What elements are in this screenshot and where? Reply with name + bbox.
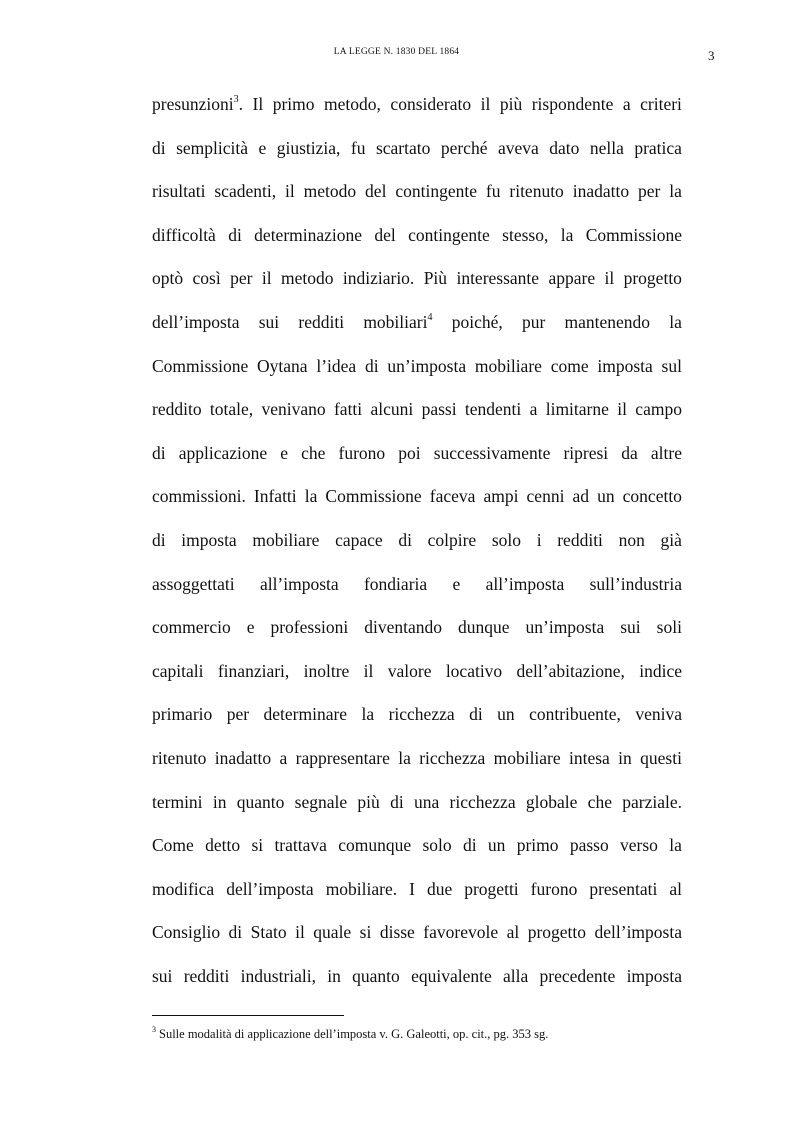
word: di xyxy=(152,529,166,550)
word: inoltre xyxy=(303,660,350,681)
word: colpire xyxy=(427,529,477,550)
word: e xyxy=(258,137,267,158)
word: non xyxy=(618,529,645,550)
word: a xyxy=(622,94,631,114)
word: imposta xyxy=(626,965,682,986)
word: furono xyxy=(530,878,578,899)
word: Commissione xyxy=(152,355,249,376)
word: reddito xyxy=(152,399,202,420)
word: il xyxy=(617,399,627,420)
word: che xyxy=(301,442,326,463)
word: determinare xyxy=(263,704,348,725)
word: a xyxy=(279,747,288,768)
word: di xyxy=(462,835,477,856)
word: disse xyxy=(379,922,415,943)
text-line xyxy=(152,483,682,527)
word: fondiaria xyxy=(363,573,428,594)
word: dell’imposta xyxy=(594,922,682,943)
word: in xyxy=(327,965,341,986)
word: alcuni xyxy=(370,399,414,420)
word: redditi xyxy=(298,311,345,332)
word: dell’abitazione, xyxy=(516,660,625,681)
word: tendenti xyxy=(464,399,522,420)
word: veniva xyxy=(635,704,682,725)
word: redditi xyxy=(183,965,230,986)
text-line xyxy=(152,963,682,1007)
word: di xyxy=(390,791,404,812)
word: di xyxy=(228,922,243,943)
word: dell’imposta xyxy=(152,311,240,332)
word: la xyxy=(669,311,682,332)
word: industriali, xyxy=(240,965,316,986)
word: applicazione xyxy=(178,442,268,463)
word: pratica xyxy=(634,137,682,158)
word: il xyxy=(480,94,491,114)
word: mobiliari$^4$ xyxy=(363,311,433,332)
text-line xyxy=(152,265,682,309)
word: semplicità xyxy=(176,137,249,158)
word: il xyxy=(363,660,374,681)
text-line xyxy=(152,527,682,571)
word: dunque xyxy=(457,617,510,638)
word: perché xyxy=(440,137,488,158)
word: furono xyxy=(338,442,386,463)
word: per xyxy=(226,704,250,725)
word: dell’imposta xyxy=(226,878,314,899)
word: I xyxy=(409,878,415,899)
word: due xyxy=(426,878,453,899)
word: primario xyxy=(152,704,213,725)
word: Commissione xyxy=(585,224,682,245)
word: passo xyxy=(569,835,609,856)
word: capace xyxy=(335,529,383,550)
word: progetto xyxy=(623,268,682,289)
footnote-marker: 3 xyxy=(152,1024,156,1034)
word: concetto xyxy=(622,486,682,507)
word: il xyxy=(285,181,295,202)
word: aveva xyxy=(497,137,539,158)
word: poi xyxy=(398,442,421,463)
word: la xyxy=(304,486,318,507)
word: interessante xyxy=(456,268,540,289)
word: commissioni. xyxy=(152,486,246,507)
text-line xyxy=(152,309,682,353)
word: un’imposta xyxy=(387,355,467,376)
word: i xyxy=(536,529,542,550)
text-line xyxy=(152,919,682,963)
word: un xyxy=(597,486,615,507)
word: Consiglio xyxy=(152,922,221,943)
word: al xyxy=(506,922,520,943)
word: ad xyxy=(572,486,590,507)
word: primo xyxy=(272,94,315,114)
word: quanto xyxy=(236,791,285,812)
word: favorevole xyxy=(423,922,499,943)
word: metodo xyxy=(280,268,334,289)
word: dato xyxy=(549,137,580,158)
word: ripresi xyxy=(563,442,609,463)
word: cenni xyxy=(526,486,565,507)
word: la xyxy=(361,704,375,725)
word: sull’industria xyxy=(589,573,682,594)
word: all’imposta xyxy=(259,573,339,594)
word: valore xyxy=(387,660,432,681)
word: Più xyxy=(423,268,448,289)
word: del xyxy=(365,181,387,202)
word: per xyxy=(230,268,253,289)
word: Come xyxy=(152,835,194,856)
footnote-text: Sulle modalità di applicazione dell’imposta v. G. Galeotti, op. cit., pg. 353 sg. xyxy=(159,1027,549,1041)
word: risultati xyxy=(152,181,206,202)
word: un xyxy=(497,704,515,725)
word: ritenuto xyxy=(152,747,207,768)
word: di xyxy=(152,137,166,158)
word: nella xyxy=(589,137,624,158)
word: capitali xyxy=(152,660,204,681)
word: intesa xyxy=(569,747,610,768)
word: così xyxy=(192,268,221,289)
word: solo xyxy=(491,529,522,550)
word: sui xyxy=(152,965,173,986)
word: la xyxy=(669,835,682,856)
word: comunque xyxy=(338,835,412,856)
word: poiché, xyxy=(451,311,503,332)
word: soli xyxy=(656,617,682,638)
word: successivamente xyxy=(433,442,551,463)
word: una xyxy=(413,791,440,812)
word: sui xyxy=(620,617,641,638)
word: mobiliare. xyxy=(325,878,398,899)
word: stesso, xyxy=(502,224,549,245)
word: si xyxy=(251,835,264,856)
text-line xyxy=(152,789,682,833)
word: optò xyxy=(152,268,184,289)
word: del xyxy=(374,224,396,245)
word: l’idea xyxy=(316,355,357,376)
word: ampi xyxy=(483,486,519,507)
word: più xyxy=(357,791,380,812)
word: pur xyxy=(521,311,546,332)
footnote-3 xyxy=(152,1025,682,1043)
word: determinazione xyxy=(254,224,363,245)
word: detto xyxy=(205,835,241,856)
word: presentati xyxy=(589,878,658,899)
word: e xyxy=(280,442,289,463)
word: presunzioni$^3$. xyxy=(152,94,244,114)
word: primo xyxy=(516,835,559,856)
word: si xyxy=(359,922,372,943)
word: all’imposta xyxy=(485,573,565,594)
word: Commissione xyxy=(325,486,422,507)
word: progetto xyxy=(527,922,587,943)
text-line xyxy=(152,614,682,658)
word: ricchezza xyxy=(419,747,486,768)
word: di xyxy=(228,224,242,245)
word: mantenendo xyxy=(564,311,651,332)
word: fu xyxy=(350,137,366,158)
word: per xyxy=(638,181,661,202)
word: in xyxy=(618,747,632,768)
word: un xyxy=(487,835,506,856)
word: di xyxy=(469,704,483,725)
word: imposta xyxy=(597,355,653,376)
word: a xyxy=(529,399,538,420)
word: redditi xyxy=(557,529,603,550)
word: il xyxy=(604,268,615,289)
word: criteri xyxy=(640,94,682,114)
word: equivalente xyxy=(411,965,492,986)
footnote-ref: 3 xyxy=(233,94,239,106)
text-line xyxy=(152,832,682,876)
word: quale xyxy=(313,922,352,943)
word: che xyxy=(587,791,612,812)
word: in xyxy=(212,791,227,812)
word: come xyxy=(550,355,589,376)
word: metodo, xyxy=(324,94,381,114)
word: ricchezza xyxy=(388,704,455,725)
word: di xyxy=(364,355,379,376)
word: inadatto xyxy=(572,181,630,202)
text-line xyxy=(152,876,682,920)
word: ritenuto xyxy=(509,181,564,202)
text-line xyxy=(152,178,682,222)
text-line xyxy=(152,701,682,745)
word: scadenti, xyxy=(214,181,277,202)
word: fu xyxy=(485,181,501,202)
word: indice xyxy=(639,660,682,681)
word: la xyxy=(398,747,411,768)
text-line xyxy=(152,571,682,615)
footnote-ref: 4 xyxy=(427,312,433,324)
word: globale xyxy=(525,791,578,812)
text-line xyxy=(152,91,682,135)
word: indiziario. xyxy=(342,268,415,289)
word: contribuente, xyxy=(529,704,621,725)
word: verso xyxy=(620,835,658,856)
word: al xyxy=(669,878,682,899)
text-line xyxy=(152,353,682,397)
word: sui xyxy=(258,311,280,332)
word: fatti xyxy=(333,399,363,420)
word: Il xyxy=(252,94,264,114)
word: di xyxy=(398,529,412,550)
word: imposta xyxy=(181,529,237,550)
body-text xyxy=(152,91,682,1006)
word: passi xyxy=(421,399,457,420)
word: diventando xyxy=(364,617,442,638)
word: solo xyxy=(422,835,452,856)
word: già xyxy=(660,529,682,550)
word: metodo xyxy=(303,181,357,202)
word: scartato xyxy=(375,137,431,158)
word: sul xyxy=(661,355,682,376)
word: segnale xyxy=(294,791,348,812)
word: rispondente xyxy=(531,94,614,114)
word: modifica xyxy=(152,878,215,899)
word: più xyxy=(499,94,523,114)
word: altre xyxy=(650,442,682,463)
word: Infatti xyxy=(253,486,297,507)
word: mobiliare xyxy=(252,529,320,550)
word: questi xyxy=(640,747,682,768)
footnote-separator xyxy=(152,1015,344,1016)
page-number: 3 xyxy=(708,48,715,63)
word: Oytana xyxy=(257,355,308,376)
word: contingente xyxy=(408,224,490,245)
word: progetti xyxy=(464,878,519,899)
word: commercio xyxy=(152,617,231,638)
word: alla xyxy=(502,965,529,986)
word: precedente xyxy=(539,965,616,986)
word: parziale. xyxy=(622,791,682,812)
word: il xyxy=(261,268,272,289)
word: mobiliare xyxy=(493,747,561,768)
word: trattava xyxy=(274,835,327,856)
word: di xyxy=(152,442,166,463)
word: da xyxy=(621,442,638,463)
word: considerato xyxy=(390,94,472,114)
word: finanziari, xyxy=(217,660,290,681)
word: campo xyxy=(635,399,682,420)
word: termini xyxy=(152,791,203,812)
word: la xyxy=(560,224,574,245)
word: Stato xyxy=(250,922,287,943)
text-line xyxy=(152,745,682,789)
word: mobiliare xyxy=(474,355,542,376)
word: inadatto xyxy=(214,747,272,768)
word: venivano xyxy=(261,399,326,420)
word: professioni xyxy=(270,617,349,638)
word: rappresentare xyxy=(295,747,390,768)
word: quanto xyxy=(352,965,400,986)
text-line xyxy=(152,440,682,484)
word: limitarne xyxy=(545,399,609,420)
word: locativo xyxy=(445,660,503,681)
word: giustizia, xyxy=(276,137,341,158)
text-line xyxy=(152,396,682,440)
text-line xyxy=(152,135,682,179)
word: un’imposta xyxy=(525,617,605,638)
word: e xyxy=(246,617,255,638)
word: ricchezza xyxy=(449,791,516,812)
word: assoggettati xyxy=(152,573,235,594)
running-head-title: LA LEGGE N. 1830 DEL 1864 xyxy=(333,47,460,57)
word: appare xyxy=(548,268,596,289)
word: totale, xyxy=(209,399,254,420)
text-line xyxy=(152,222,682,266)
word: e xyxy=(452,573,461,594)
word: la xyxy=(669,181,682,202)
word: il xyxy=(295,922,305,943)
text-line xyxy=(152,658,682,702)
word: difficoltà xyxy=(152,224,216,245)
word: faceva xyxy=(429,486,476,507)
word: contingente xyxy=(395,181,477,202)
